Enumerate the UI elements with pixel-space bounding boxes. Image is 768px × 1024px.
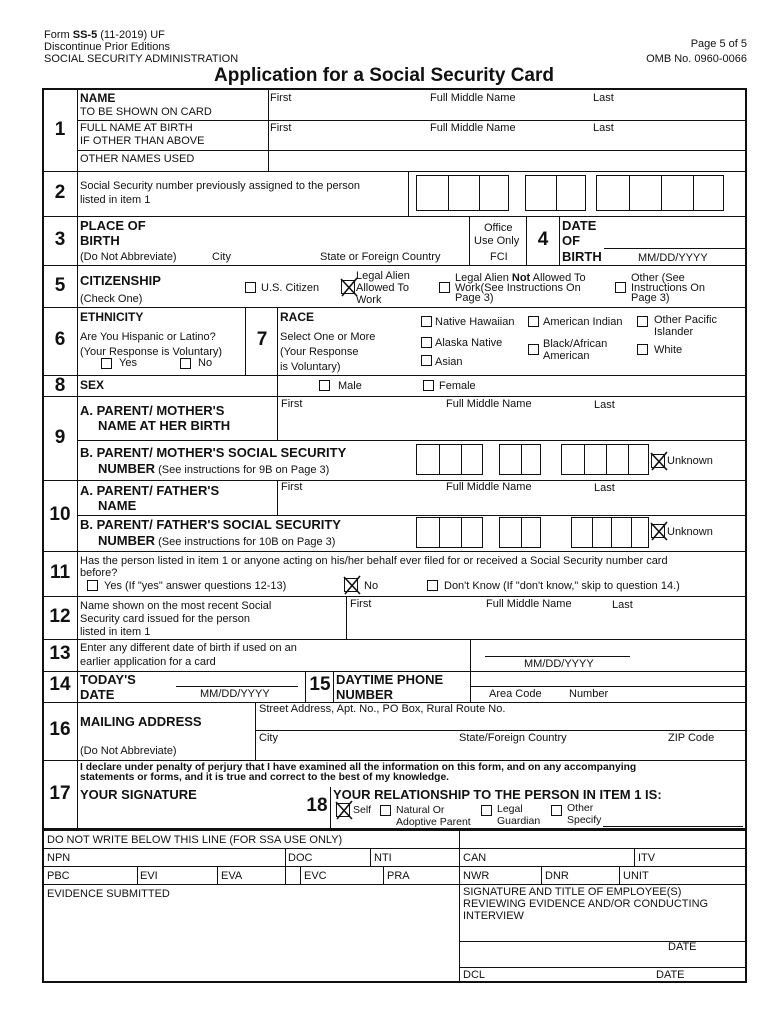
hispanic-no-label: No	[198, 357, 213, 369]
divider	[255, 730, 746, 731]
dob-format-label: MM/DD/YYYY	[638, 252, 708, 264]
agency-name: SOCIAL SECURITY ADMINISTRATION	[44, 53, 239, 65]
divider	[346, 597, 347, 639]
row-divider	[43, 639, 746, 640]
todays-date-label-2: DATE	[80, 687, 115, 702]
item-number: 7	[256, 329, 268, 350]
mother-name-label: A. PARENT/ MOTHER'S	[80, 403, 225, 418]
ssn-group-boxes[interactable]	[525, 175, 586, 211]
first-name-birth-label: First	[270, 122, 292, 134]
date-of-birth-field[interactable]	[606, 220, 744, 246]
todays-date-format: MM/DD/YYYY	[200, 688, 270, 700]
relationship-parent-checkbox[interactable]	[380, 805, 391, 816]
divider	[541, 867, 542, 884]
other-names-field[interactable]	[270, 152, 744, 170]
item-number: 18	[306, 795, 328, 816]
race-voluntary-2: is Voluntary)	[280, 361, 341, 373]
employee-signature-label: SIGNATURE AND TITLE OF EMPLOYEE(S) REVIEWING EVIDENCE AND/OR CONDUCTING INTERVIEW	[463, 886, 709, 922]
office-use-label: Office	[484, 222, 513, 234]
white-label: White	[654, 344, 683, 356]
evc-label: EVC	[304, 870, 327, 882]
recent-last-label: Last	[612, 599, 633, 611]
check-one-label: (Check One)	[80, 293, 143, 305]
divider	[634, 849, 635, 867]
item-number: 16	[49, 719, 71, 740]
dob-birth-label: BIRTH	[562, 249, 602, 264]
mother-ssn-unknown-checkbox[interactable]	[651, 454, 665, 468]
divider	[43, 866, 746, 867]
race-voluntary: (Your Response	[280, 346, 359, 358]
unit-label: UNIT	[623, 870, 649, 882]
hispanic-question: Are You Hispanic or Latino?	[80, 331, 216, 343]
divider	[619, 867, 620, 884]
divider	[285, 849, 286, 884]
city-label: City	[212, 251, 231, 263]
divider	[255, 703, 256, 760]
father-ssn-unknown-checkbox[interactable]	[651, 524, 665, 538]
birth-last-field[interactable]	[593, 134, 743, 149]
street-address-field[interactable]	[258, 715, 744, 729]
row-divider	[43, 216, 746, 217]
other-names-label: OTHER NAMES USED	[80, 153, 195, 165]
todays-date-field[interactable]	[176, 673, 298, 685]
legal-alien-not-allowed-checkbox[interactable]	[439, 282, 450, 293]
divider	[333, 672, 334, 702]
divider	[77, 440, 746, 441]
item-number: 15	[309, 674, 331, 695]
divider	[77, 150, 746, 151]
item-number: 9	[54, 427, 66, 448]
divider	[77, 515, 746, 516]
npn-label: NPN	[47, 852, 71, 864]
item-number: 12	[49, 606, 71, 627]
dcl-date-label: DATE	[656, 969, 685, 981]
dcl-label: DCL	[463, 969, 486, 981]
voluntary-note: (Your Response is Voluntary)	[80, 346, 223, 358]
office-use-header: DO NOT WRITE BELOW THIS LINE (FOR SSA USE ONLY)	[47, 834, 343, 846]
dob-of-label: OF	[562, 233, 581, 248]
if-other-label: IF OTHER THAN ABOVE	[80, 135, 205, 147]
divider	[217, 867, 218, 884]
evi-label: EVI	[140, 870, 158, 882]
mother-ssn-area-boxes[interactable]	[416, 444, 483, 475]
legal-alien-not-allowed-label: Legal Alien Not Allowed To Work(See Instructions On Page 3)	[455, 272, 586, 304]
hispanic-yes-label: Yes	[119, 357, 137, 369]
father-middle-label: Full Middle Name	[446, 481, 532, 493]
your-signature-label: YOUR SIGNATURE	[80, 787, 197, 802]
father-last-label: Last	[594, 482, 615, 494]
race-instruction: Select One or More	[280, 331, 376, 343]
row-divider	[43, 596, 746, 597]
row-divider	[43, 760, 746, 761]
row-divider	[43, 480, 746, 481]
father-ssn-label-2: NUMBER (See instructions for 10B on Page 3)	[98, 533, 336, 548]
relationship-other-checkbox[interactable]	[551, 805, 562, 816]
divider	[77, 120, 746, 121]
phone-number-label: Number	[569, 688, 609, 700]
divider	[559, 217, 560, 265]
american-indian-label: American Indian	[543, 316, 623, 328]
daytime-phone-label: DAYTIME PHONE	[336, 672, 444, 687]
perjury-declaration: I declare under penalty of perjury that I have examined all the information on this form, and on any accompanying	[80, 762, 637, 773]
prior-ssn-no-checkbox[interactable]	[344, 578, 358, 592]
do-not-abbreviate: (Do Not Abbreviate)	[80, 251, 177, 263]
item-number: 13	[49, 643, 71, 664]
pacific-islander-checkbox[interactable]	[637, 316, 648, 327]
row-divider	[43, 265, 746, 266]
can-label: CAN	[463, 852, 487, 864]
mailing-address-label: MAILING ADDRESS	[80, 714, 202, 729]
name-middle-field[interactable]	[430, 104, 590, 119]
male-checkbox[interactable]	[319, 380, 330, 391]
full-name-birth-label: FULL NAME AT BIRTH	[80, 122, 193, 134]
doc-label: DOC	[288, 852, 313, 864]
sex-label: SEX	[80, 378, 105, 392]
hispanic-no-checkbox[interactable]	[180, 358, 191, 369]
mother-ssn-group-boxes[interactable]	[499, 444, 541, 475]
race-label: RACE	[280, 310, 315, 324]
male-label: Male	[338, 380, 362, 392]
native-hawaiian-label: Native Hawaiian	[435, 316, 515, 328]
form-number: Form SS-5 (11-2019) UF	[44, 29, 165, 41]
mother-first-label: First	[281, 398, 303, 410]
recent-first-label: First	[350, 598, 372, 610]
birth-middle-field[interactable]	[430, 134, 590, 149]
prior-ssn-question-2: before?	[80, 567, 118, 579]
divider	[277, 308, 278, 396]
relationship-self-checkbox[interactable]	[336, 803, 350, 817]
item-number: 6	[54, 329, 66, 350]
place-of-birth-label: PLACE OF	[80, 218, 146, 233]
father-name-field[interactable]	[280, 495, 744, 513]
divider	[277, 481, 278, 515]
divider	[459, 941, 746, 942]
todays-date-label: TODAY'S	[80, 672, 136, 687]
city-state-zip-field[interactable]	[258, 744, 744, 759]
number-column-divider	[77, 89, 78, 830]
eva-label: EVA	[221, 870, 243, 882]
father-ssn-label: B. PARENT/ FATHER'S SOCIAL SECURITY	[80, 517, 341, 532]
birth-label: BIRTH	[80, 233, 120, 248]
row-divider	[43, 396, 746, 397]
pbc-label: PBC	[47, 870, 70, 882]
row-divider	[43, 307, 746, 308]
other-dob-label: Enter any different date of birth if used on an	[80, 642, 297, 654]
employee-date-label: DATE	[668, 941, 697, 953]
omb-number: OMB No. 0960-0066	[646, 53, 747, 65]
daytime-phone-label-2: NUMBER	[336, 687, 394, 702]
divider	[485, 656, 630, 657]
divider	[383, 867, 384, 884]
name-label: NAME	[80, 91, 116, 105]
prior-ssn-yes-checkbox[interactable]	[87, 580, 98, 591]
nti-label: NTI	[374, 852, 392, 864]
name-first-field[interactable]	[270, 104, 426, 119]
page-number: Page 5 of 5	[690, 38, 747, 50]
mother-last-label: Last	[594, 399, 615, 411]
row-divider	[43, 551, 746, 552]
state-country-label: State or Foreign Country	[320, 251, 441, 263]
father-ssn-serial-boxes[interactable]	[571, 517, 649, 548]
item-number: 5	[54, 275, 66, 296]
divider	[300, 867, 301, 884]
recent-middle-label: Full Middle Name	[486, 598, 572, 610]
prior-ssn-yes-label: Yes (If "yes" answer questions 12-13)	[104, 580, 287, 592]
mother-ssn-serial-boxes[interactable]	[561, 444, 649, 475]
ssn-area-boxes[interactable]	[416, 175, 509, 211]
divider	[408, 172, 409, 216]
item-number: 10	[49, 504, 71, 525]
divider	[603, 826, 743, 827]
birth-first-field[interactable]	[270, 134, 426, 149]
discontinue-note: Discontinue Prior Editions	[44, 41, 170, 53]
pra-label: PRA	[387, 870, 410, 882]
asian-label: Asian	[435, 356, 463, 368]
daytime-phone-field[interactable]	[472, 673, 744, 685]
mailing-do-not-abbreviate: (Do Not Abbreviate)	[80, 745, 177, 757]
ssn-prev-label-2: listed in item 1	[80, 194, 151, 206]
us-citizen-checkbox[interactable]	[245, 282, 256, 293]
prior-ssn-dont-know-label: Don't Know (If "don't know," skip to question 14.)	[444, 580, 680, 592]
dnr-label: DNR	[545, 870, 569, 882]
mother-ssn-unknown-label: Unknown	[667, 455, 713, 467]
perjury-declaration-2: statements or forms, and it is true and correct to the best of my knowledge.	[80, 772, 450, 783]
relationship-self-label: Self	[353, 804, 372, 816]
row-divider	[43, 375, 746, 376]
divider	[370, 849, 371, 867]
ssn-serial-boxes[interactable]	[596, 175, 724, 211]
middle-name-birth-label: Full Middle Name	[430, 122, 516, 134]
ssn-prev-label: Social Security number previously assigned to the person	[80, 180, 361, 192]
father-first-label: First	[281, 481, 303, 493]
fci-label: FCI	[490, 251, 508, 263]
white-checkbox[interactable]	[637, 344, 648, 355]
father-ssn-group-boxes[interactable]	[499, 517, 541, 548]
american-indian-checkbox[interactable]	[528, 316, 539, 327]
relationship-other-label: Other Specify	[567, 802, 602, 826]
divider	[137, 867, 138, 884]
evidence-submitted-label: EVIDENCE SUBMITTED	[47, 888, 170, 900]
prior-ssn-no-label: No	[364, 580, 379, 592]
street-address-label: Street Address, Apt. No., PO Box, Rural Route No.	[259, 703, 506, 715]
item-number: 17	[49, 783, 71, 804]
recent-card-name-label: Name shown on the most recent Social	[80, 600, 272, 612]
divider	[604, 248, 746, 249]
office-use-label-2: Use Only	[474, 235, 520, 247]
pacific-islander-label: Other Pacific Islander	[654, 314, 717, 338]
alaska-native-checkbox[interactable]	[421, 337, 432, 348]
item-number: 2	[54, 182, 66, 203]
ethnicity-label: ETHNICITY	[80, 310, 144, 324]
recent-card-name-field[interactable]	[350, 612, 744, 637]
father-ssn-area-boxes[interactable]	[416, 517, 483, 548]
divider	[43, 848, 746, 849]
nwr-label: NWR	[463, 870, 490, 882]
other-dob-field[interactable]	[486, 641, 629, 655]
father-name-label-2: NAME	[98, 498, 137, 513]
female-label: Female	[439, 380, 476, 392]
place-of-birth-field[interactable]	[200, 220, 464, 248]
legal-alien-allowed-checkbox[interactable]	[341, 280, 355, 294]
item-number: 3	[54, 229, 66, 250]
black-african-label: Black/African American	[543, 338, 608, 362]
mother-ssn-label: B. PARENT/ MOTHER'S SOCIAL SECURITY	[80, 445, 347, 460]
relationship-guardian-checkbox[interactable]	[481, 805, 492, 816]
first-name-label: First	[270, 92, 292, 104]
female-checkbox[interactable]	[423, 380, 434, 391]
form-title: Application for a Social Security Card	[214, 65, 554, 86]
alaska-native-label: Alaska Native	[435, 337, 503, 349]
item-number: 11	[49, 562, 71, 583]
other-citizenship-label: Other (See Instructions On Page 3)	[631, 272, 705, 304]
item-number: 14	[49, 674, 71, 695]
asian-checkbox[interactable]	[421, 355, 432, 366]
hispanic-yes-checkbox[interactable]	[101, 358, 112, 369]
relationship-specify-field[interactable]	[603, 814, 743, 826]
last-name-birth-label: Last	[593, 122, 614, 134]
other-citizenship-checkbox[interactable]	[615, 282, 626, 293]
name-last-field[interactable]	[593, 104, 743, 119]
to-be-shown-label: TO BE SHOWN ON CARD	[80, 106, 212, 118]
zip-code-label: ZIP Code	[668, 732, 715, 744]
divider	[470, 686, 746, 687]
divider	[43, 884, 746, 885]
itv-label: ITV	[638, 852, 656, 864]
us-citizen-label: U.S. Citizen	[261, 282, 320, 294]
other-dob-format: MM/DD/YYYY	[524, 658, 594, 670]
address-city-label: City	[259, 732, 278, 744]
father-name-label: A. PARENT/ FATHER'S	[80, 483, 220, 498]
native-hawaiian-checkbox[interactable]	[421, 316, 432, 327]
area-code-label: Area Code	[489, 688, 542, 700]
mother-ssn-label-2: NUMBER (See instructions for 9B on Page 3)	[98, 461, 330, 476]
relationship-guardian-label: Legal Guardian	[497, 803, 541, 827]
mother-name-field[interactable]	[280, 412, 744, 438]
citizenship-label: CITIZENSHIP	[80, 273, 161, 288]
black-african-checkbox[interactable]	[528, 344, 539, 355]
recent-card-name-label-2: Security card issued for the person	[80, 613, 250, 625]
prior-ssn-question: Has the person listed in item 1 or anyone acting on his/her behalf ever filed for or received a Social Security number card	[80, 555, 668, 567]
middle-name-label: Full Middle Name	[430, 92, 516, 104]
divider	[268, 89, 269, 171]
item-number: 4	[537, 229, 549, 250]
divider	[470, 640, 471, 702]
mother-name-label-2: NAME AT HER BIRTH	[98, 418, 231, 433]
row-divider	[43, 171, 746, 172]
prior-ssn-dont-know-checkbox[interactable]	[427, 580, 438, 591]
item-number: 1	[54, 119, 66, 140]
relationship-label: YOUR RELATIONSHIP TO THE PERSON IN ITEM 1 IS:	[333, 787, 662, 802]
divider	[459, 967, 746, 968]
last-name-label: Last	[593, 92, 614, 104]
mother-middle-label: Full Middle Name	[446, 398, 532, 410]
divider	[469, 217, 470, 265]
signature-field[interactable]	[80, 803, 300, 827]
item-number: 8	[54, 375, 66, 396]
divider	[459, 830, 460, 982]
divider	[176, 686, 298, 687]
relationship-parent-label: Natural Or Adoptive Parent	[396, 804, 471, 828]
father-ssn-unknown-label: Unknown	[667, 526, 713, 538]
dob-date-label: DATE	[562, 218, 597, 233]
address-state-label: State/Foreign Country	[459, 732, 567, 744]
recent-card-name-label-3: listed in item 1	[80, 626, 151, 638]
legal-alien-allowed-label: Legal Alien Allowed To Work	[356, 270, 410, 306]
divider	[277, 397, 278, 440]
other-dob-label-2: earlier application for a card	[80, 656, 216, 668]
